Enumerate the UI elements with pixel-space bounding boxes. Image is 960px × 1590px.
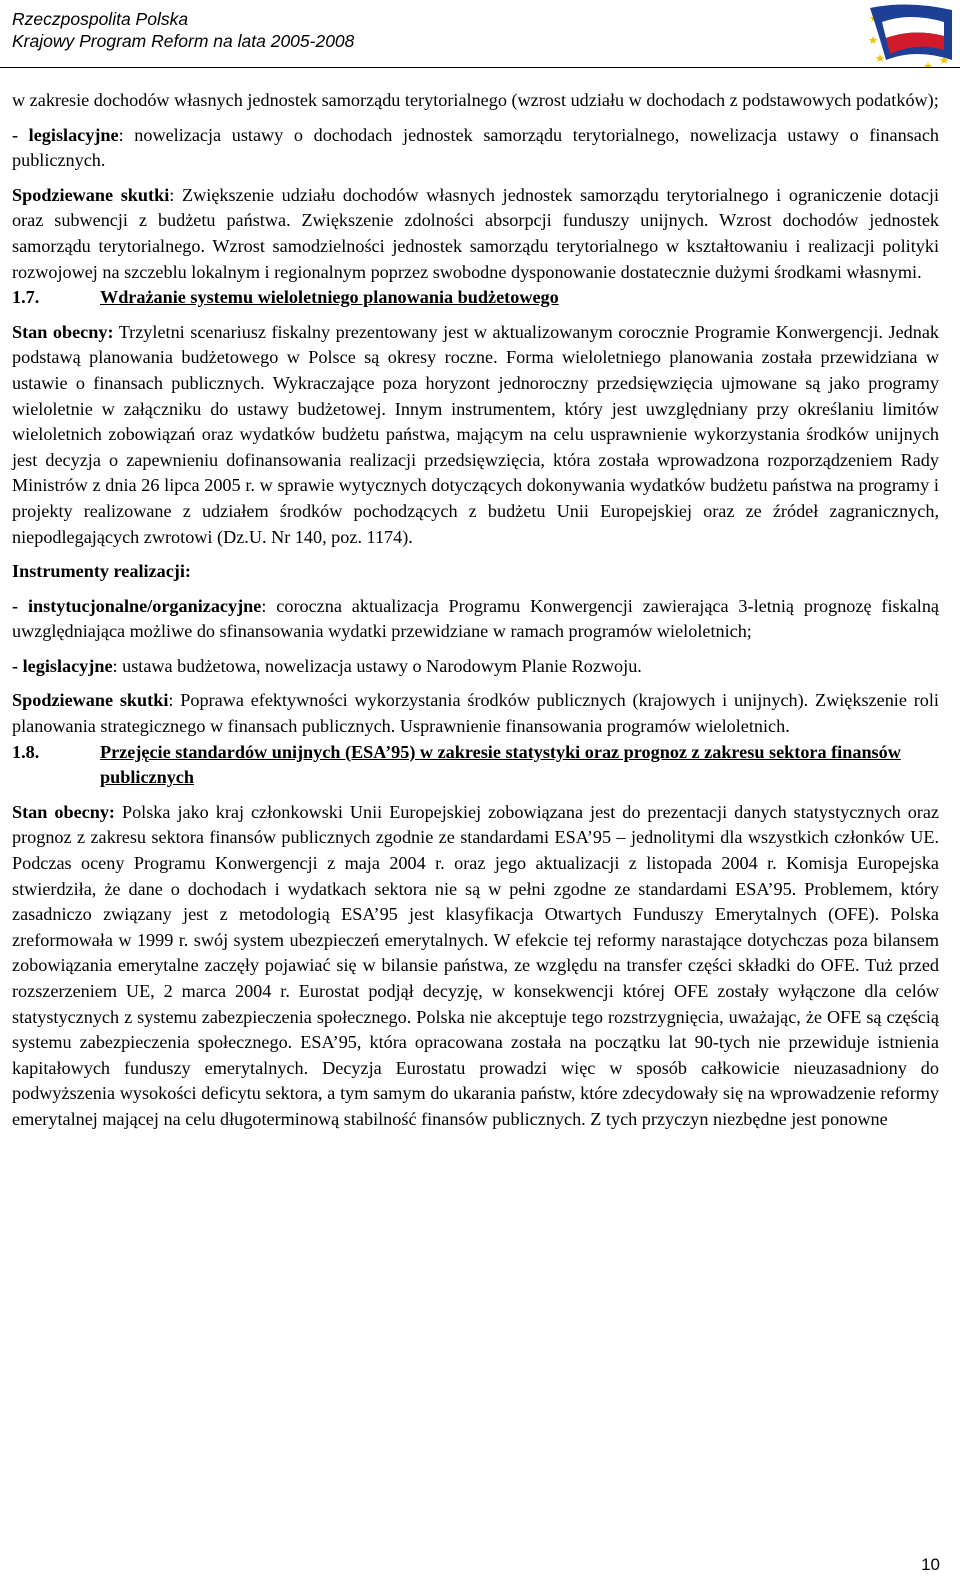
text-instytucjonalne: : coroczna aktualizacja Programu Konwergencji zawierająca 3-letnią prognozę fiskalną uwzględniająca możliwe do sfinansowania wydatki przewidziane w ramach programów wieloletnich; [12, 595, 939, 642]
paragraph-stan-1-7 [12, 320, 939, 550]
paragraph-stan-1-8 [12, 800, 939, 1133]
page-header [0, 0, 960, 68]
document-body [12, 88, 939, 1133]
text-legislacyjne: : nowelizacja ustawy o dochodach jednostek samorządu terytorialnego, nowelizacja ustawy o finansach publicznych. [12, 124, 939, 171]
section-number-1-8: 1.8. [12, 741, 40, 762]
section-heading-1-7 [12, 285, 939, 311]
label-stan-1-8: Stan obecny: [12, 801, 115, 822]
label-stan-1-7: Stan obecny: [12, 321, 114, 342]
label-instytucjonalne: - instytucjonalne/organizacyjne [12, 595, 262, 616]
label-legislacyjne-1-7: - legislacyjne [12, 655, 113, 676]
header-line-1: Rzeczpospolita Polska [12, 9, 189, 29]
section-number-1-7: 1.7. [12, 287, 40, 308]
instrumenty-label: Instrumenty realizacji: [12, 561, 191, 582]
label-legislacyjne: - legislacyjne [12, 124, 119, 145]
text-legislacyjne-1-7: : ustawa budżetowa, nowelizacja ustawy o Narodowym Planie Rozwoju. [112, 655, 642, 676]
paragraph-legislacyjne [12, 123, 939, 174]
text-stan-1-8: Polska jako kraj członkowski Unii Europejskiej zobowiązana jest do prezentacji danych statystycznych oraz prognoz z zakresu sektora finansów publicznych zgodnie ze standardami ESA’95 – jednolitymi dla wszystkich członków UE. Podczas oceny Programu Konwergencji z maja 2004 r. oraz jego aktualizacji z listopada 2004 r. Komisja Europejska stwierdziła, że dane o dochodach i wydatkach sektora nie są w pełni zgodne ze standardami ESA’95. Problemem, który zasadniczo związany jest z metodologią ESA’95 jest klasyfikacja Otwartych Funduszy Emerytalnych (OFE). Polska zreformowała w 1999 r. swój system ubezpieczeń emerytalnych. W efekcie tej reformy narastające dotychczas poza bilansem zobowiązania emerytalne zaczęły pojawiać się w bilansie państwa, ze względu na transfer części składki do OFE. Tuż przed rozszerzeniem UE, 2 marca 2004 r. Eurostat podjął decyzję, w konsekwencji której OFE zostały wyłączone dla celów statystycznych z systemu zabezpieczenia społecznego. Polska nie akceptuje tego rozstrzygnięcia, uważając, że OFE są częścią systemu zabezpieczenia społecznego. ESA’95, która opracowana została na początku lat 90-tych nie przewiduje istnienia kapitałowych funduszy emerytalnych. Decyzja Eurostatu prowadzi więc w sposób całkowicie nieuzasadniony do podwyższenia wysokości deficytu sektora, a tym samym do ukarania państw, które zdecydowały się na wprowadzenie reformy emerytalnej mającej na celu długoterminową stabilność finansów publicznych. Z tych przyczyn niezbędne jest ponowne [12, 801, 940, 1129]
header-line-2: Krajowy Program Reform na lata 2005-2008 [12, 31, 355, 51]
paragraph-skutki [12, 183, 939, 285]
paragraph-legislacyjne-1-7 [12, 654, 939, 680]
header-divider [0, 67, 960, 68]
label-skutki-1-7: Spodziewane skutki [12, 690, 169, 711]
text-skutki-1-7: : Poprawa efektywności wykorzystania środków publicznych (krajowych i unijnych). Zwiększenie roli planowania strategicznego w finansach publicznych. Usprawnienie finansowania programów wieloletnich. [12, 690, 939, 737]
section-title-1-8: Przejęcie standardów unijnych (ESA’95) w zakresie statystyki oraz prognoz z zakresu sektora finansów publicznych [100, 741, 901, 788]
section-heading-1-8 [12, 740, 939, 791]
header-title [12, 8, 354, 52]
paragraph-dochody: w zakresie dochodów własnych jednostek samorządu terytorialnego (wzrost udziału w dochodach z podstawowych podatków); [12, 90, 939, 110]
label-skutki: Spodziewane skutki [12, 184, 170, 205]
poland-eu-logo-icon [868, 2, 954, 68]
section-title-1-7: Wdrażanie systemu wieloletniego planowania budżetowego [100, 287, 559, 308]
paragraph-instytucjonalne [12, 594, 939, 645]
text-skutki: : Zwiększenie udziału dochodów własnych jednostek samorządu terytorialnego i ograniczenie dotacji oraz subwencji z budżetu państwa. Zwiększenie zdolności absorpcji funduszy unijnych. Wzrost dochodów jednostek samorządu terytorialnego. Wzrost samodzielności jednostek samorządu terytorialnego w kształtowaniu i realizacji polityki rozwojowej na szczeblu lokalnym i regionalnym poprzez swobodne dysponowanie dostatecznie dużymi środkami własnymi. [12, 184, 939, 282]
page-number: 10 [921, 1555, 940, 1574]
text-stan-1-7: Trzyletni scenariusz fiskalny prezentowany jest w aktualizowanym corocznie Programie Konwergencji. Jednak podstawą planowania budżetowego w Polsce są okresy roczne. Forma wieloletniego planowania została przewidziana w ustawie o finansach publicznych. Wykraczające poza horyzont jednoroczny przedsięwzięcia ujmowane są jako programy wieloletnie w załączniku do ustawy budżetowej. Innym instrumentem, który jest uwzględniany przy określaniu limitów wieloletnich zobowiązań oraz wydatków budżetu państwa, mającym na celu usprawnienie wykorzystania środków unijnych jest decyzja o zapewnieniu dofinansowania realizacji przedsięwzięcia, która została wprowadzona rozporządzeniem Rady Ministrów z dnia 26 lipca 2005 r. w sprawie wytycznych dotyczących dokonywania wydatków budżetu państwa na programy i projekty realizowane z udziałem środków pochodzących z budżetu Unii Europejskiej oraz ze źródeł zagranicznych, niepodlegających zwrotowi (Dz.U. Nr 140, poz. 1174). [12, 321, 939, 547]
heading-instrumenty [12, 559, 939, 585]
paragraph-skutki-1-7 [12, 688, 939, 739]
